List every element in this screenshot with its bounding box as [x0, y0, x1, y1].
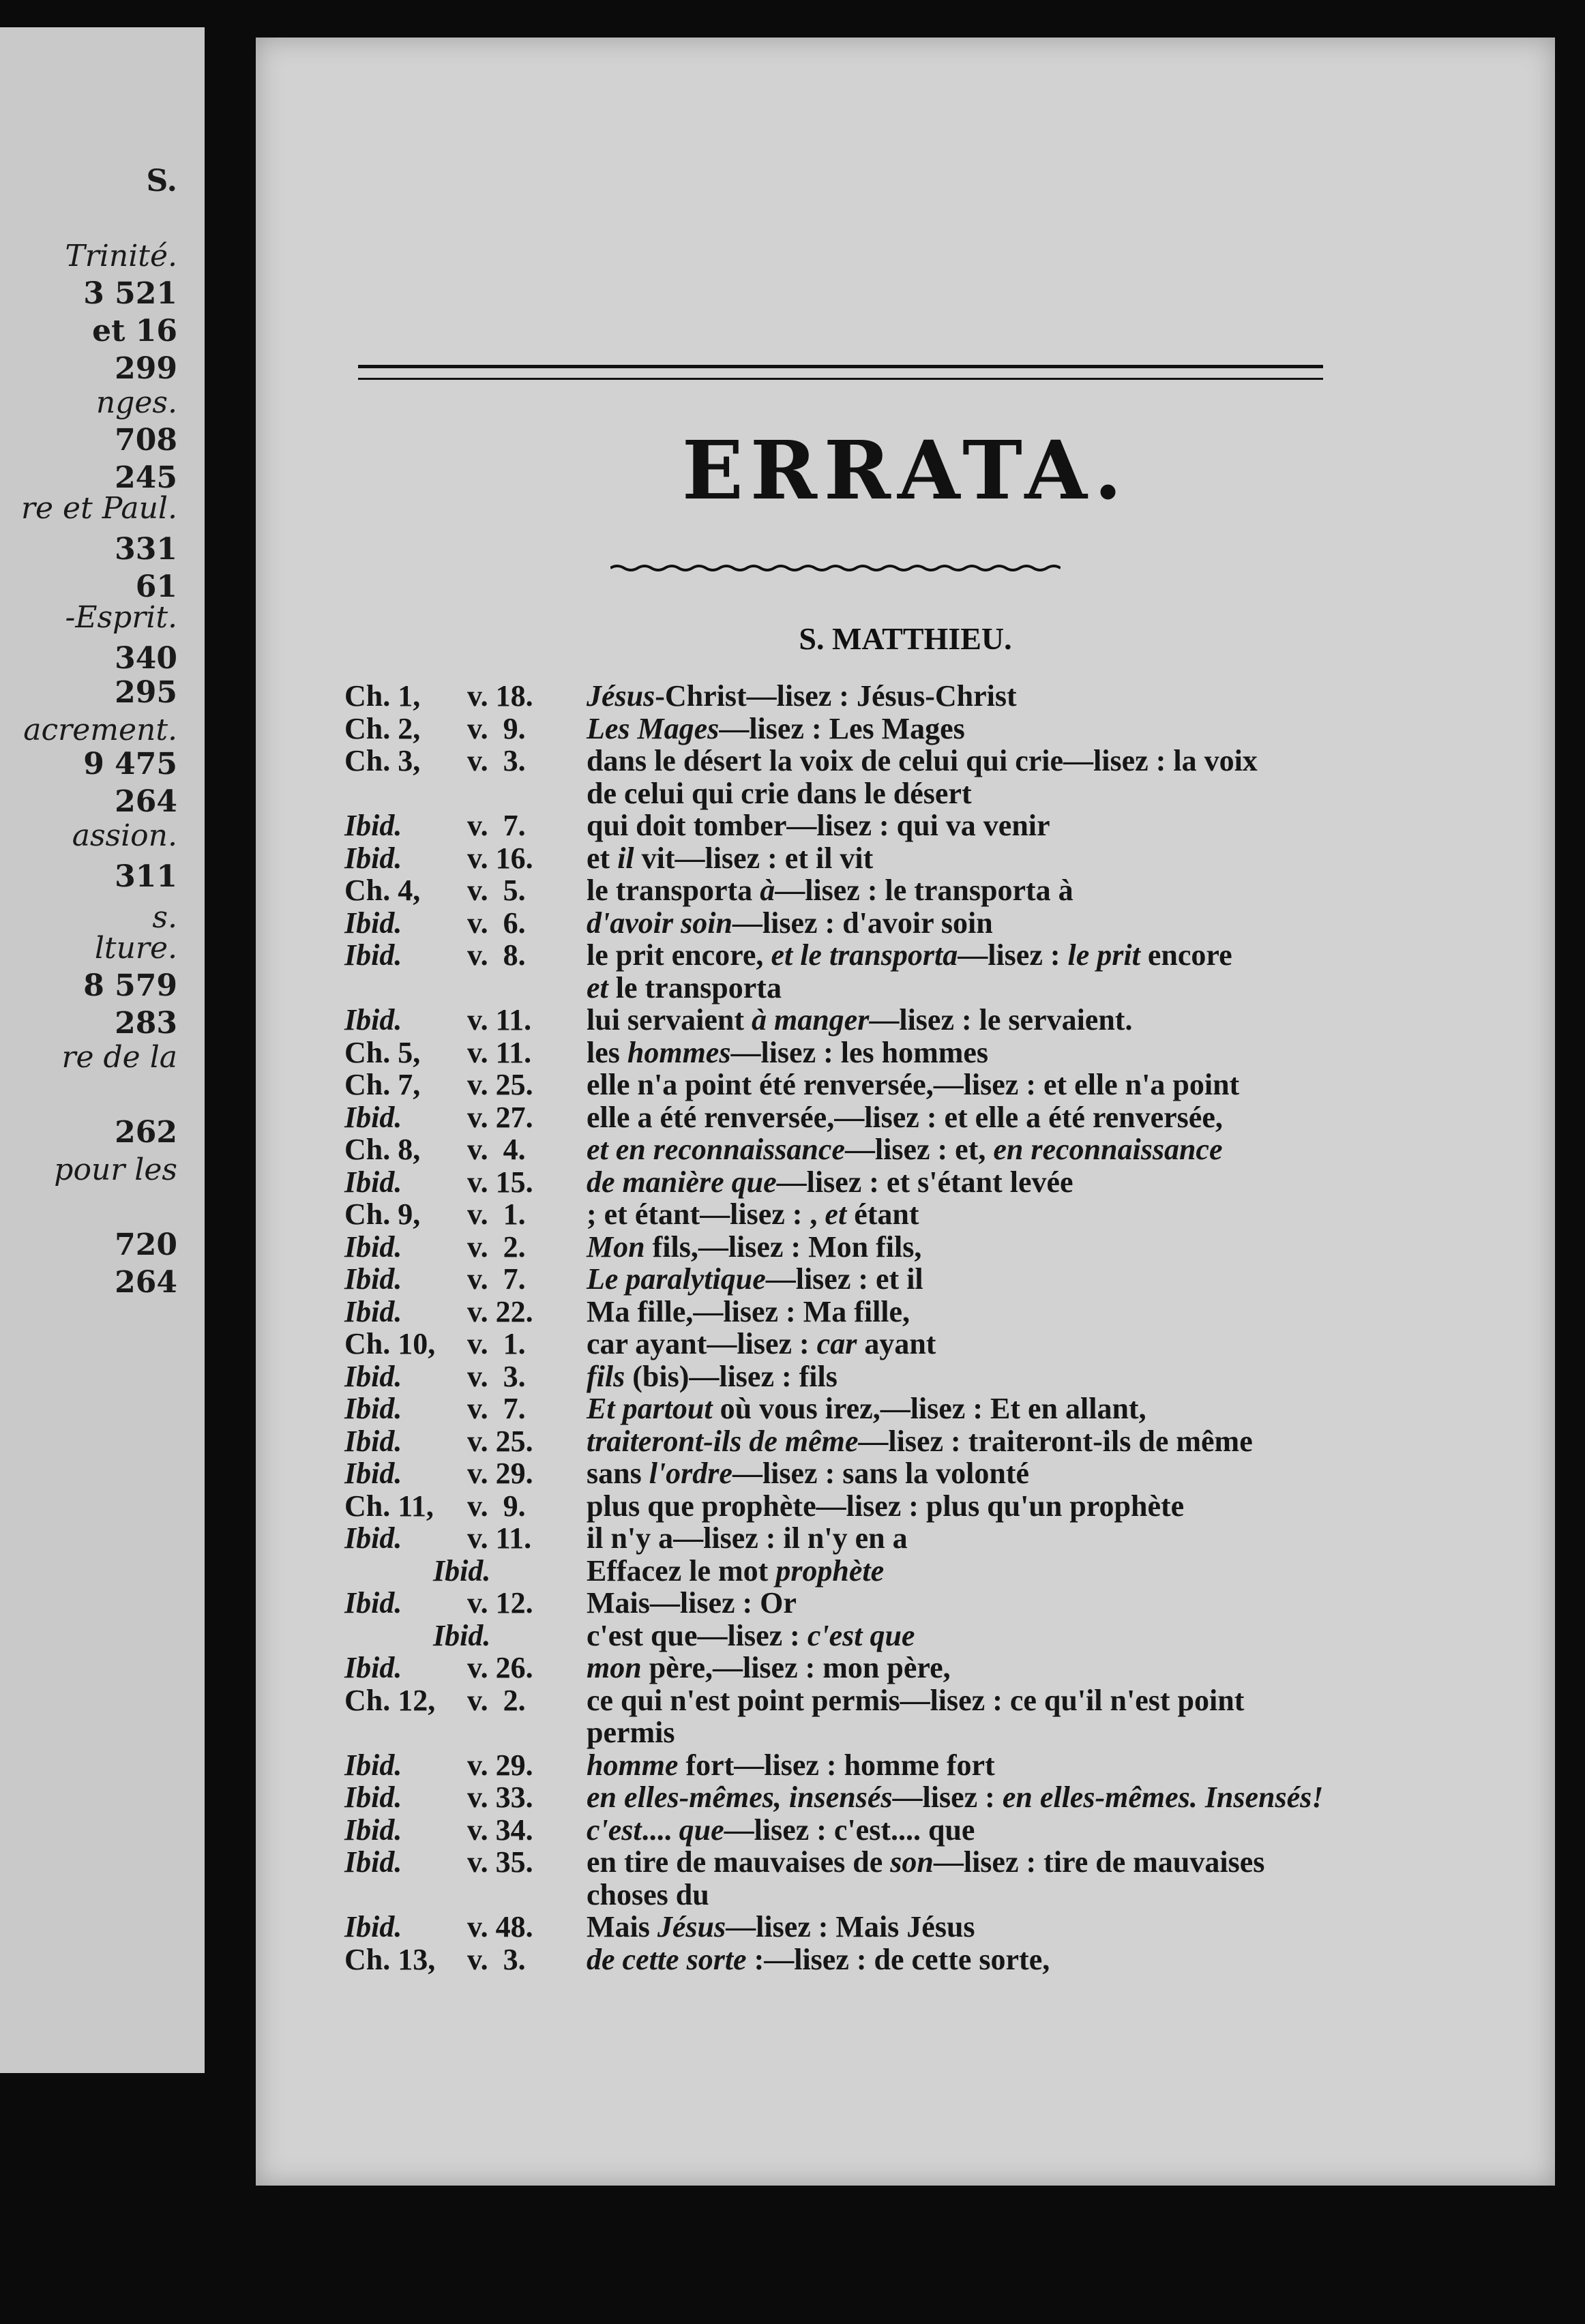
entry-verse: v. 6.: [467, 906, 526, 940]
entry-correction: choses du: [587, 1877, 709, 1911]
entry-correction: de cette sorte :—lisez : de cette sorte,: [587, 1942, 1050, 1976]
entry-verse: v. 18.: [467, 679, 533, 713]
decorative-wave-rule: [610, 561, 1061, 575]
entry-chapter: Ch. 11,: [344, 1489, 434, 1523]
left-page-line: pour les: [54, 1152, 177, 1187]
entry-correction: d'avoir soin—lisez : d'avoir soin: [587, 906, 993, 940]
left-page-line: 299: [115, 351, 177, 386]
entry-correction: Mais—lisez : Or: [587, 1586, 797, 1620]
entry-verse: v. 22.: [467, 1294, 533, 1328]
errata-entry: [344, 1035, 1340, 1068]
entry-correction: Jésus-Christ—lisez : Jésus-Christ: [587, 679, 1017, 713]
errata-entry: [344, 1683, 1340, 1716]
entry-correction: dans le désert la voix de celui qui crie—lisez : la voix: [587, 744, 1258, 777]
entry-chapter: Ibid.: [344, 1521, 402, 1555]
entry-verse: v. 12.: [467, 1586, 533, 1620]
entry-correction: c'est.... que—lisez : c'est.... que: [587, 1813, 975, 1847]
errata-page: [256, 38, 1555, 2186]
left-page-line: acrement.: [23, 713, 177, 747]
entry-chapter: Ibid.: [344, 1651, 402, 1684]
entry-chapter: Ibid.: [433, 1553, 491, 1588]
left-page-line: 295: [115, 675, 177, 710]
errata-entry: [344, 1942, 1340, 1975]
left-page-fragment: [0, 27, 205, 2073]
entry-correction: elle a été renversée,—lisez : et elle a été renversée,: [587, 1100, 1223, 1134]
errata-entry: [344, 970, 1340, 1003]
errata-entry: [344, 776, 1340, 809]
entry-correction: permis: [587, 1716, 675, 1749]
entry-chapter: Ch. 5,: [344, 1035, 421, 1069]
top-double-rule: [358, 365, 1323, 380]
entry-chapter: Ibid.: [344, 1165, 402, 1199]
left-page-line: 311: [115, 859, 177, 894]
errata-entry: [344, 1002, 1340, 1035]
entry-chapter: Ch. 2,: [344, 711, 421, 745]
entry-chapter: Ibid.: [344, 1294, 402, 1328]
left-page-line: 331: [115, 532, 177, 567]
entry-correction: en elles-mêmes, insensés—lisez : en elles-mêmes. Insensés!: [587, 1781, 1324, 1814]
entry-verse: v. 1.: [467, 1327, 526, 1360]
errata-entry: [344, 743, 1340, 776]
left-page-line: -Esprit.: [65, 600, 177, 635]
errata-entry: [344, 1294, 1340, 1327]
entry-verse: v. 15.: [467, 1165, 533, 1199]
entry-correction: qui doit tomber—lisez : qui va venir: [587, 809, 1050, 842]
errata-entry: [344, 679, 1340, 711]
entry-chapter: Ch. 3,: [344, 744, 421, 777]
entry-verse: v. 25.: [467, 1068, 533, 1101]
errata-entry: [344, 1877, 1340, 1910]
entry-verse: v. 11.: [467, 1035, 532, 1069]
entry-correction: de manière que—lisez : et s'étant levée: [587, 1165, 1073, 1199]
entry-verse: v. 8.: [467, 938, 526, 972]
entry-verse: v. 2.: [467, 1683, 526, 1717]
entry-correction: et le transporta: [587, 970, 782, 1004]
entry-verse: v. 29.: [467, 1457, 533, 1490]
entry-chapter: Ch. 9,: [344, 1197, 421, 1231]
entry-verse: v. 33.: [467, 1781, 533, 1814]
entry-correction: Effacez le mot prophète: [587, 1553, 885, 1588]
entry-correction: c'est que—lisez : c'est que: [587, 1618, 915, 1652]
errata-entry: [344, 1197, 1340, 1230]
entry-verse: v. 3.: [467, 1359, 526, 1393]
errata-entry: [344, 1132, 1340, 1165]
section-heading: S. MATTHIEU.: [799, 621, 1012, 656]
entry-chapter: Ibid.: [344, 1230, 402, 1264]
left-page-line: et 16: [92, 314, 177, 348]
errata-entry: [344, 808, 1340, 841]
left-page-line: 3 521: [83, 276, 177, 311]
entry-chapter: Ch. 7,: [344, 1068, 421, 1101]
left-page-line: Trinité.: [65, 239, 177, 273]
entry-chapter: Ch. 12,: [344, 1683, 436, 1717]
left-page-line: s.: [152, 900, 177, 935]
errata-entry: [344, 1391, 1340, 1424]
left-page-line: assion.: [72, 818, 177, 853]
errata-entry: [344, 1424, 1340, 1457]
entry-correction: homme fort—lisez : homme fort: [587, 1748, 995, 1782]
errata-entry: [344, 1456, 1340, 1489]
entry-verse: v. 7.: [467, 1392, 526, 1425]
entry-verse: v. 4.: [467, 1133, 526, 1166]
left-page-line: 8 579: [83, 968, 177, 1003]
errata-entry: [344, 1165, 1340, 1197]
errata-entry: [344, 1067, 1340, 1100]
errata-entry: [344, 1748, 1340, 1781]
entry-chapter: Ibid.: [344, 938, 402, 972]
entry-correction: Mon fils,—lisez : Mon fils,: [587, 1230, 922, 1264]
entry-chapter: Ibid.: [344, 1813, 402, 1847]
entry-chapter: Ibid.: [344, 1003, 402, 1037]
entry-chapter: Ibid.: [344, 809, 402, 842]
errata-entry: [344, 906, 1340, 938]
left-page-line: 708: [115, 423, 177, 458]
left-page-line: lture.: [94, 931, 177, 966]
entry-chapter: Ibid.: [344, 1392, 402, 1425]
entry-correction: Ma fille,—lisez : Ma fille,: [587, 1294, 910, 1328]
entry-chapter: Ibid.: [344, 841, 402, 875]
entry-chapter: Ibid.: [344, 1359, 402, 1393]
entry-correction: de celui qui crie dans le désert: [587, 776, 972, 810]
entry-correction: mon père,—lisez : mon père,: [587, 1651, 951, 1684]
entry-verse: v. 2.: [467, 1230, 526, 1264]
entry-correction: fils (bis)—lisez : fils: [587, 1359, 838, 1393]
page-title: ERRATA.: [681, 423, 1129, 518]
entry-chapter: Ch. 10,: [344, 1327, 436, 1360]
entry-chapter: Ibid.: [344, 1457, 402, 1490]
left-page-line: 720: [115, 1227, 177, 1262]
entry-chapter: Ibid.: [344, 1586, 402, 1620]
entry-chapter: Ch. 13,: [344, 1942, 436, 1976]
entry-correction: il n'y a—lisez : il n'y en a: [587, 1521, 908, 1555]
entry-correction: sans l'ordre—lisez : sans la volonté: [587, 1457, 1030, 1490]
entry-verse: v. 34.: [467, 1813, 533, 1847]
errata-entry: [344, 938, 1340, 970]
entry-correction: et il vit—lisez : et il vit: [587, 841, 874, 875]
entry-verse: v. 16.: [467, 841, 533, 875]
entry-chapter: Ibid.: [344, 1781, 402, 1814]
entry-chapter: Ch. 8,: [344, 1133, 421, 1166]
entry-chapter: Ch. 4,: [344, 874, 421, 907]
entry-verse: v. 11.: [467, 1521, 532, 1555]
left-page-line: 340: [115, 641, 177, 676]
entry-correction: le prit encore, et le transporta—lisez : le prit encore: [587, 938, 1232, 972]
errata-entry: [344, 711, 1340, 744]
left-page-line: 264: [115, 1265, 177, 1300]
entry-correction: Mais Jésus—lisez : Mais Jésus: [587, 1910, 975, 1943]
left-page-line: S.: [146, 164, 177, 198]
entry-chapter: Ibid.: [344, 1748, 402, 1782]
entry-verse: v. 29.: [467, 1748, 533, 1782]
entry-verse: v. 25.: [467, 1424, 533, 1458]
left-page-line: 9 475: [83, 747, 177, 781]
errata-list: [344, 679, 1340, 1974]
entry-verse: v. 3.: [467, 744, 526, 777]
entry-correction: ce qui n'est point permis—lisez : ce qu'il n'est point: [587, 1683, 1245, 1717]
errata-entry: [344, 1715, 1340, 1748]
errata-entry: [344, 1100, 1340, 1133]
entry-chapter: Ch. 1,: [344, 679, 421, 713]
entry-verse: v. 11.: [467, 1003, 532, 1037]
entry-correction: les hommes—lisez : les hommes: [587, 1035, 989, 1069]
entry-verse: v. 7.: [467, 809, 526, 842]
entry-correction: ; et étant—lisez : , et étant: [587, 1197, 919, 1231]
entry-verse: v. 1.: [467, 1197, 526, 1231]
entry-correction: en tire de mauvaises de son—lisez : tire de mauvaises: [587, 1845, 1265, 1879]
errata-entry: [344, 1618, 1340, 1651]
entry-correction: elle n'a point été renversée,—lisez : et elle n'a point: [587, 1068, 1240, 1101]
entry-verse: v. 9.: [467, 1489, 526, 1523]
left-page-line: re et Paul.: [20, 491, 177, 526]
left-page-line: nges.: [95, 385, 177, 420]
errata-entry: [344, 1909, 1340, 1942]
entry-correction: lui servaient à manger—lisez : le servaient.: [587, 1003, 1133, 1037]
left-page-line: 264: [115, 784, 177, 819]
entry-correction: le transporta à—lisez : le transporta à: [587, 874, 1073, 907]
entry-chapter: Ibid.: [344, 1100, 402, 1134]
errata-entry: [344, 1845, 1340, 1877]
entry-correction: car ayant—lisez : car ayant: [587, 1327, 936, 1360]
entry-correction: traiteront-ils de même—lisez : traiteront-ils de même: [587, 1424, 1253, 1458]
entry-verse: v. 26.: [467, 1651, 533, 1684]
errata-entry: [344, 1262, 1340, 1294]
errata-entry: [344, 1553, 1340, 1586]
entry-verse: v. 9.: [467, 711, 526, 745]
left-page-line: 61: [135, 569, 177, 604]
entry-correction: Le paralytique—lisez : et il: [587, 1262, 923, 1296]
entry-verse: v. 35.: [467, 1845, 533, 1879]
errata-entry: [344, 873, 1340, 906]
left-page-line: re de la: [61, 1040, 177, 1075]
errata-entry: [344, 1230, 1340, 1262]
entry-correction: Et partout où vous irez,—lisez : Et en allant,: [587, 1392, 1146, 1425]
left-page-line: 245: [115, 460, 177, 495]
entry-chapter: Ibid.: [344, 906, 402, 940]
errata-entry: [344, 841, 1340, 874]
left-page-line: 262: [115, 1115, 177, 1150]
entry-correction: plus que prophète—lisez : plus qu'un prophète: [587, 1489, 1185, 1523]
errata-entry: [344, 1326, 1340, 1359]
entry-chapter: Ibid.: [344, 1845, 402, 1879]
entry-chapter: Ibid.: [344, 1424, 402, 1458]
entry-chapter: Ibid.: [344, 1262, 402, 1296]
errata-entry: [344, 1521, 1340, 1553]
entry-correction: Les Mages—lisez : Les Mages: [587, 711, 965, 745]
errata-entry: [344, 1585, 1340, 1618]
entry-chapter: Ibid.: [344, 1910, 402, 1943]
left-page-line: 283: [115, 1006, 177, 1041]
entry-chapter: Ibid.: [433, 1618, 491, 1652]
entry-verse: v. 27.: [467, 1100, 533, 1134]
errata-entry: [344, 1650, 1340, 1683]
errata-entry: [344, 1780, 1340, 1813]
entry-verse: v. 7.: [467, 1262, 526, 1296]
entry-verse: v. 5.: [467, 874, 526, 907]
errata-entry: [344, 1489, 1340, 1521]
errata-entry: [344, 1813, 1340, 1845]
entry-verse: v. 48.: [467, 1910, 533, 1943]
entry-verse: v. 3.: [467, 1942, 526, 1976]
entry-correction: et en reconnaissance—lisez : et, en reconnaissance: [587, 1133, 1223, 1166]
errata-entry: [344, 1359, 1340, 1392]
